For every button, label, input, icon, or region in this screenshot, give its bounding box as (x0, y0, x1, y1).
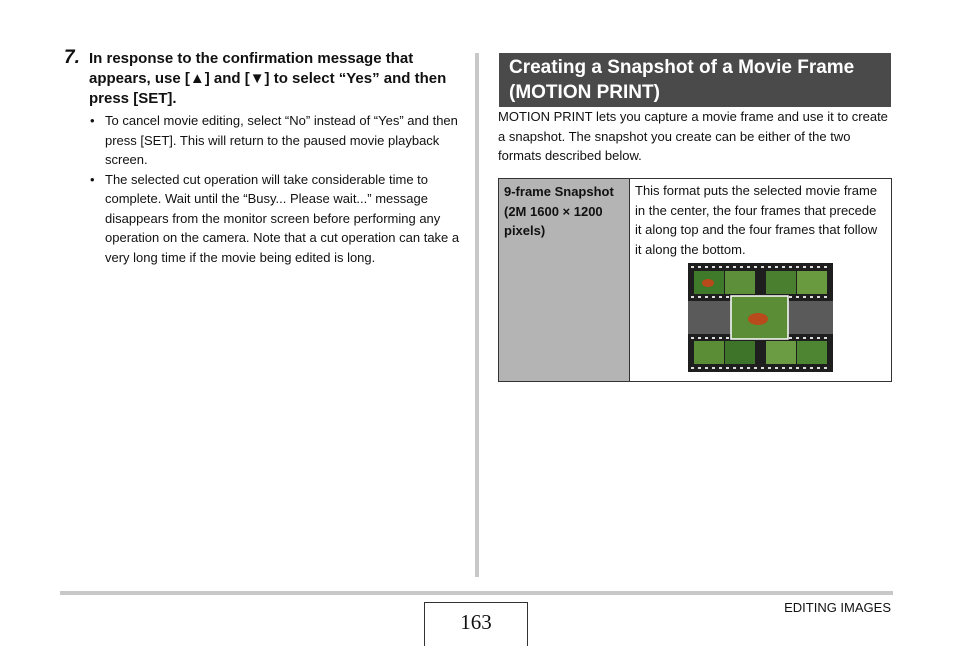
step-notes (90, 111, 462, 267)
footer-rule (60, 591, 893, 595)
page-number: 163 (424, 602, 528, 646)
format-description: This format puts the selected movie frame in the center, the four frames that precede it along top and the four frames that follow it along the bottom. (635, 183, 878, 257)
format-name: 9-frame Snapshot (2M 1600 × 1200 pixels) (499, 179, 630, 381)
format-table (498, 178, 892, 382)
bullet-icon: • (90, 171, 95, 187)
nine-frame-snapshot-image (688, 263, 833, 372)
step-number: 7. (64, 47, 80, 68)
section-label: EDITING IMAGES (784, 600, 891, 615)
column-divider (475, 53, 479, 577)
note-item (90, 170, 462, 268)
bullet-icon: • (90, 113, 95, 128)
note-text: To cancel movie editing, select “No” instead of “Yes” and then press [SET]. This will return to the paused movie playback screen. (105, 113, 458, 167)
note-text: The selected cut operation will take considerable time to complete. Wait until the “Busy... Please wait...” message disappears from the monitor screen before performing any operation on the camera. Note that a cut operation can take a very long time if the movie being edited is long. (105, 171, 460, 265)
note-item (90, 111, 462, 170)
format-description-cell (630, 179, 891, 381)
step-instruction: In response to the confirmation message that appears, use [▲] and [▼] to select “Yes” and then press [SET]. (89, 50, 447, 107)
section-intro: MOTION PRINT lets you capture a movie frame and use it to create a snapshot. The snapshot you create can be either of the two formats described below. (498, 109, 888, 163)
section-heading: Creating a Snapshot of a Movie Frame (MOTION PRINT) (499, 53, 891, 107)
